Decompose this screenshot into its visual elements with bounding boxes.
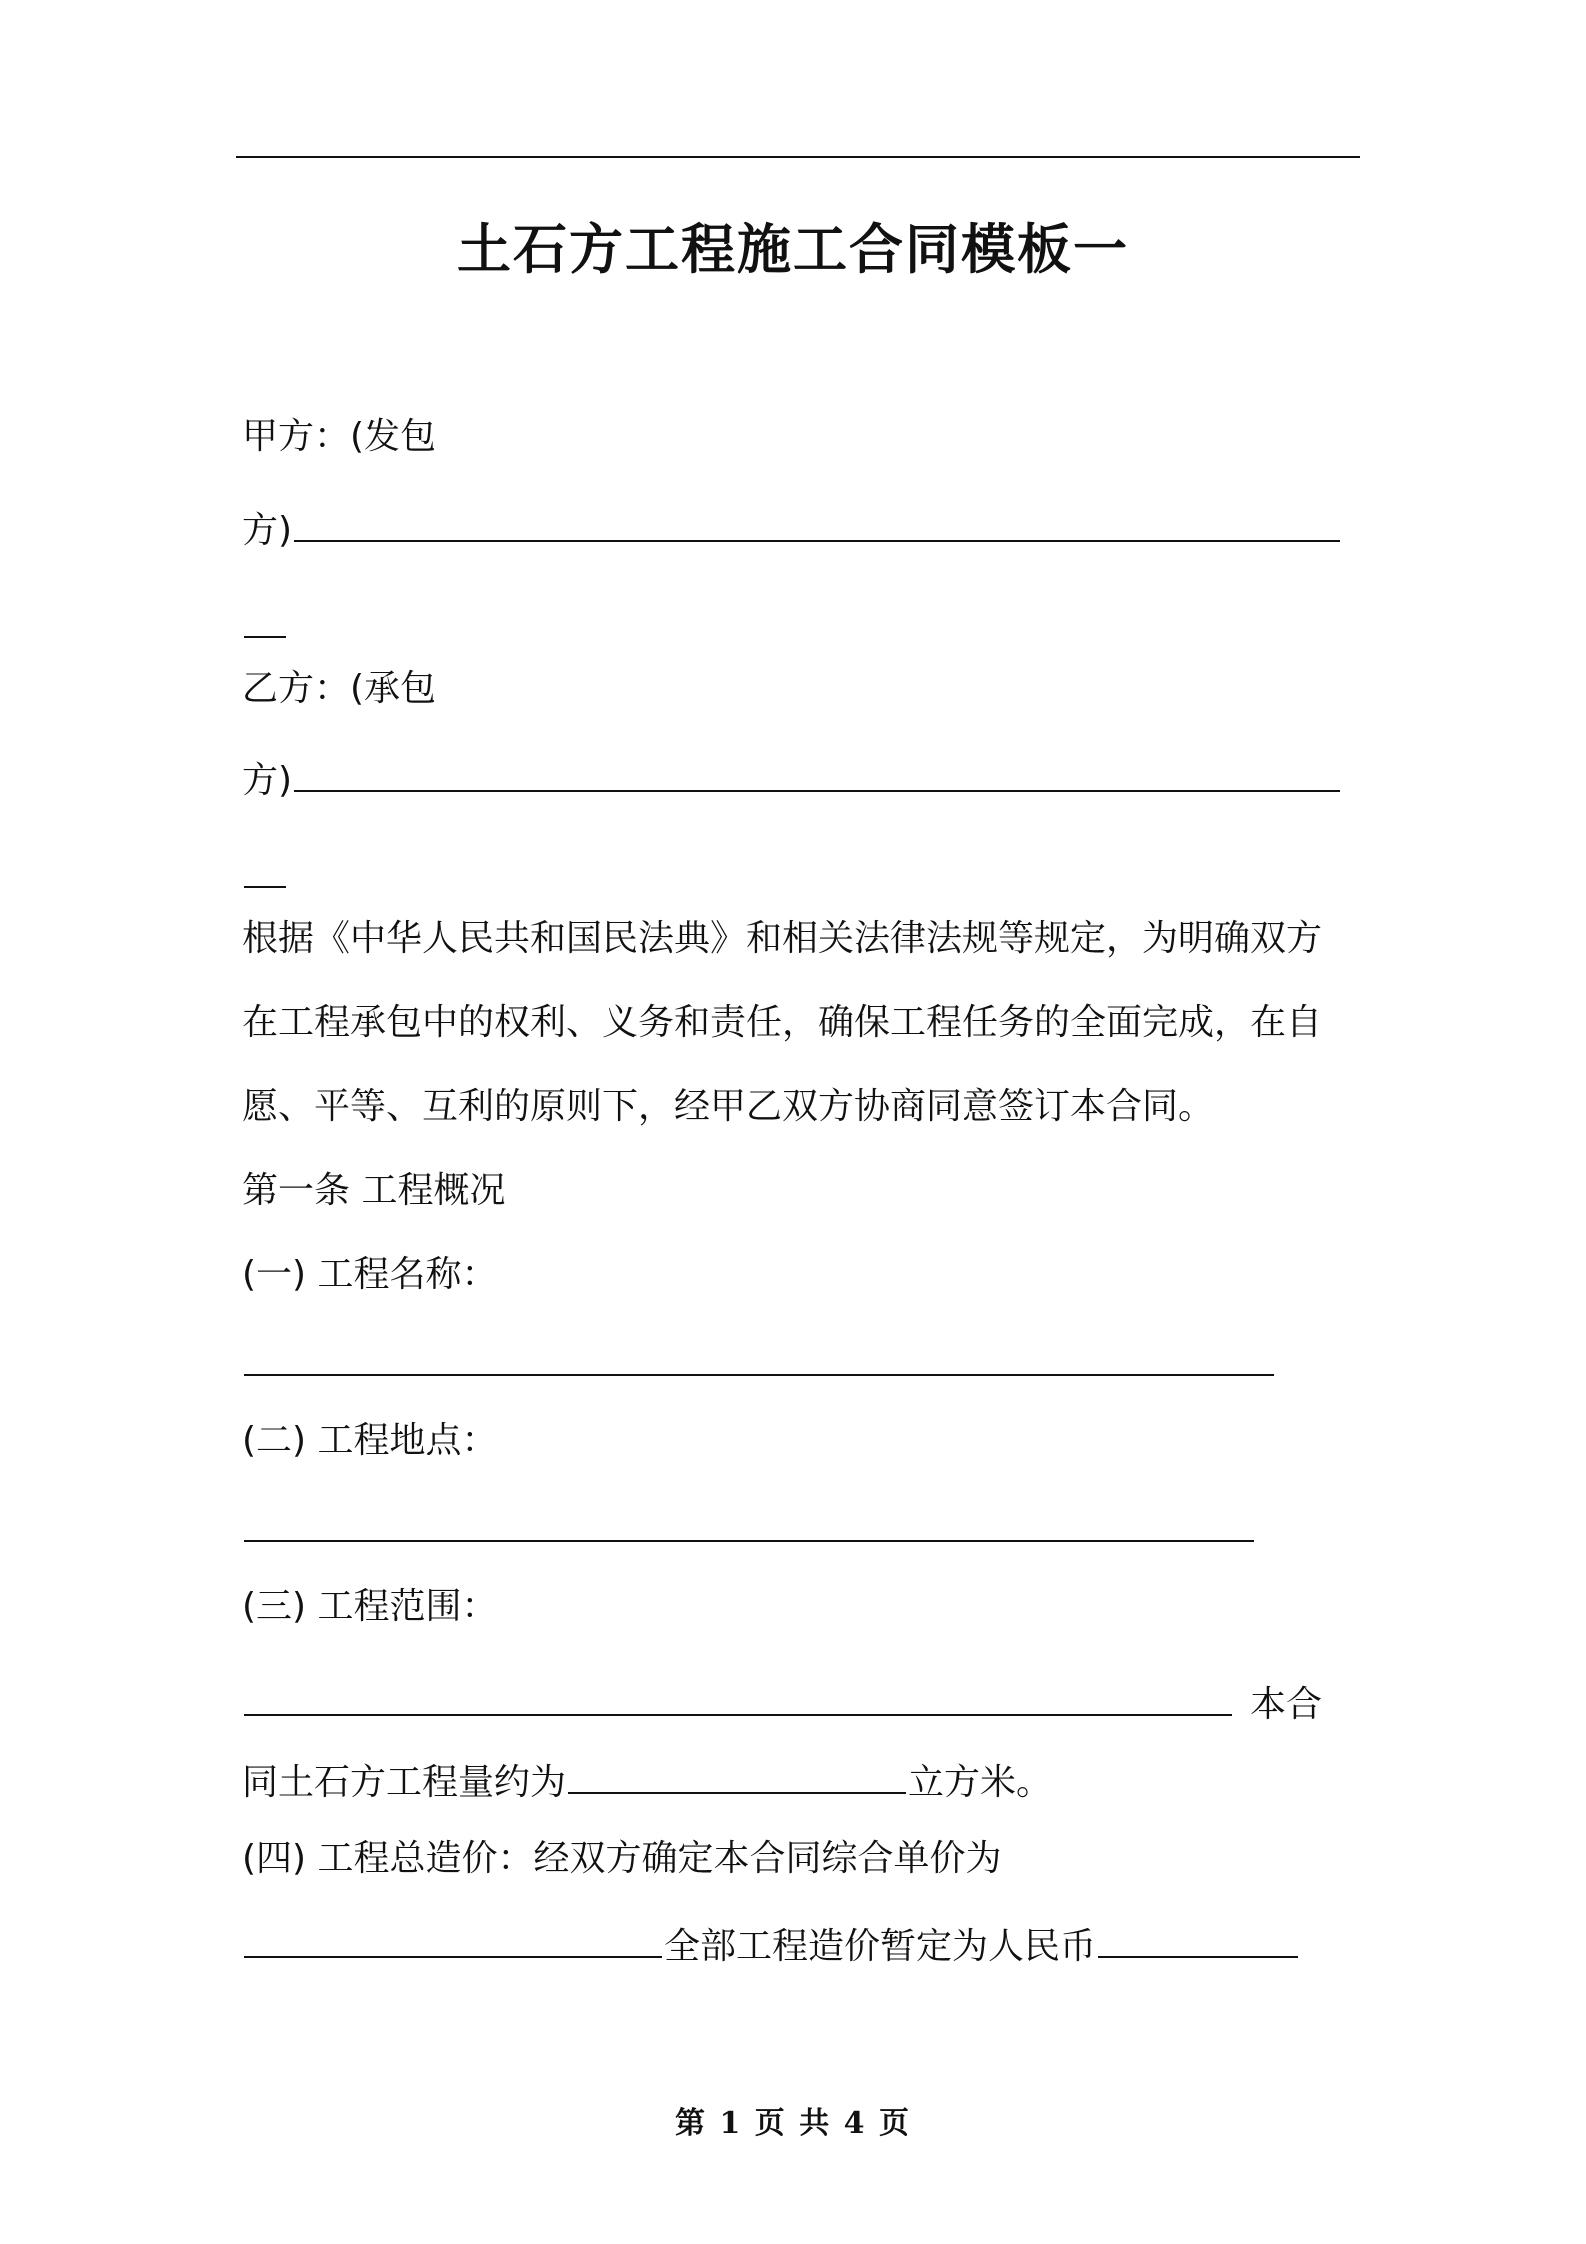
item-2-project-location: (二) 工程地点： (242, 1420, 498, 1461)
party-b-field: 方) (242, 752, 1342, 806)
preamble-line-2: 在工程承包中的权利、义务和责任，确保工程任务的全面完成，在自 (242, 1002, 1323, 1043)
project-location-blank[interactable] (244, 1502, 1254, 1542)
project-scope-blank[interactable] (244, 1676, 1232, 1716)
party-b-blank-cont[interactable] (244, 848, 286, 888)
item-1-project-name: (一) 工程名称： (242, 1254, 498, 1295)
quantity-line: 同土石方工程量约为 立方米。 (242, 1754, 1052, 1808)
item-4-total-price: (四) 工程总造价：经双方确定本合同综合单价为 (242, 1838, 1002, 1879)
party-b-blank[interactable] (294, 752, 1340, 792)
party-a-field-cont (242, 598, 288, 652)
article-1-heading: 第一条 工程概况 (242, 1170, 506, 1211)
total-price-line: 全部工程造价暂定为人民币 (242, 1918, 1300, 1972)
project-location-field (242, 1502, 1256, 1556)
page-number: 第 1 页 共 4 页 (675, 2106, 911, 2141)
item-3-project-scope: (三) 工程范围： (242, 1586, 498, 1627)
document-title: 土石方工程施工合同模板一 (457, 218, 1129, 281)
project-scope-field: 本合 (242, 1676, 1322, 1730)
party-a-blank[interactable] (294, 502, 1340, 542)
preamble-line-3: 愿、平等、互利的原则下，经甲乙双方协商同意签订本合同。 (242, 1086, 1215, 1127)
total-price-blank[interactable] (1098, 1918, 1298, 1958)
party-b-field-cont (242, 848, 288, 902)
quantity-blank[interactable] (568, 1754, 906, 1794)
preamble-line-1: 根据《中华人民共和国民法典》和相关法律法规等规定，为明确双方 (242, 918, 1323, 959)
party-a-field: 方) (242, 502, 1342, 556)
header-rule (236, 156, 1360, 158)
unit-price-blank[interactable] (244, 1918, 662, 1958)
project-name-blank[interactable] (244, 1336, 1274, 1376)
party-a-blank-cont[interactable] (244, 598, 286, 638)
party-a-label: 甲方：(发包 (242, 416, 437, 457)
project-name-field (242, 1336, 1276, 1390)
party-b-label: 乙方：(承包 (242, 668, 437, 709)
